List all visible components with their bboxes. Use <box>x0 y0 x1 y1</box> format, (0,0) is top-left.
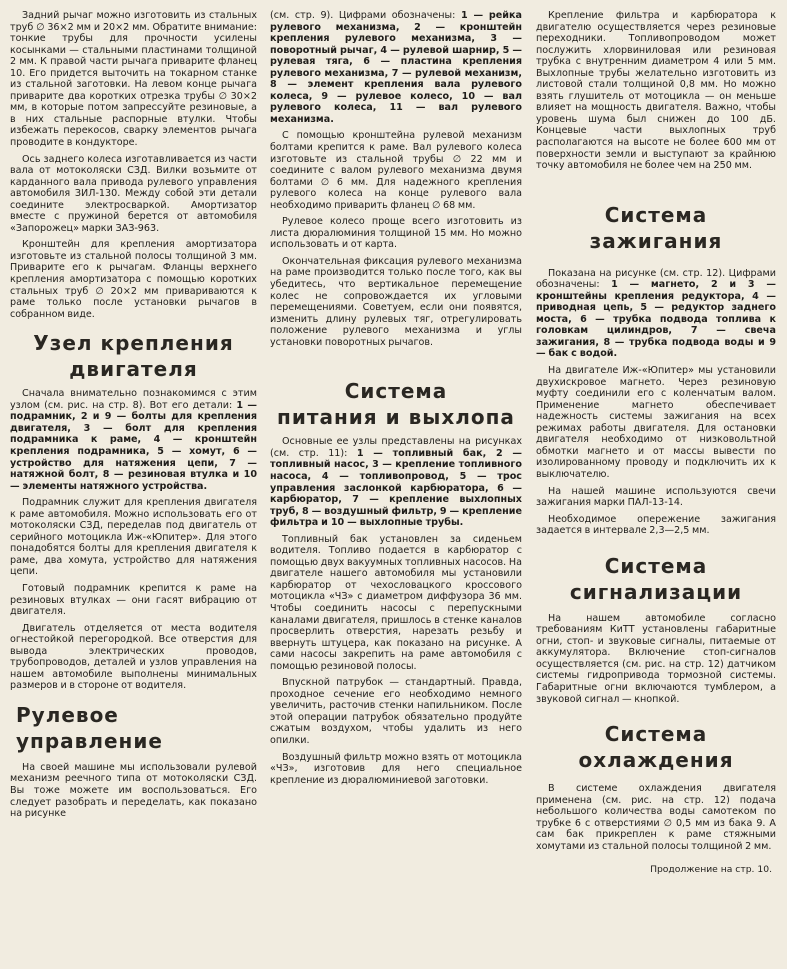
heading-signaling-line1: Система <box>604 553 708 578</box>
heading-steering: Рулевое управление <box>16 702 163 753</box>
column-2 <box>270 10 522 791</box>
heading-ignition: Система зажигания <box>589 202 723 253</box>
paragraph-text: (см. стр. 9). Цифрами обозначены: <box>270 10 461 21</box>
heading-fuel-line1: Система <box>344 379 448 404</box>
parts-list: 1 — магнето, 2 и 3 — кронштейны крепления редуктора, 4 — приводная цепь, 5 — редуктор заднего моста, 6 — трубка подвода топлива к головкам цилиндров, 7 — свеча зажигания, 8 — трубка подвода воды и 9 — бак с водой. <box>536 279 776 360</box>
paragraph <box>270 10 522 125</box>
paragraph: На двигателе Иж-«Юпитер» мы установили двухискровое магнето. Через резиновую муфту соединили его с коленчатым валом. Применение магнето обеспечивает надежность системы зажигания на всех режимах работы двигателя. Для остановки двигателя необходимо от низковольтной обмотки магнето и от массы вывести по изолированному проводу и подключить их к выключателю. <box>536 365 776 480</box>
heading-engine-mount-line2: двигателя <box>69 357 198 382</box>
column-1 <box>10 10 257 825</box>
paragraph: Крепление фильтра и карбюратора к двигателю осуществляется через резиновые переходники. Топливопроводом может послужить хлорвиниловая или резиновая трубка с внутренним диаметром 4 или 5 мм. Выхлопные трубы желательно изготовить из листовой стали толщиной 0,8 мм. Но можно взять глушитель от мотоцикла — он меньше влияет на мощность двигателя. Важно, чтобы уровень шума был снижен до 100 дБ. Концевые части выхлопных труб располагаются на высоте не более 600 мм от поверхности земли и выступают за крайнюю точку автомобиля не более чем на 250 мм. <box>536 10 776 172</box>
column-3 <box>536 10 776 875</box>
heading-engine-mount-line1: Узел крепления <box>33 331 234 356</box>
paragraph: Окончательная фиксация рулевого механизма на раме производится только после того, как вы убедитесь, что вертикальное перемещение колес не сопровождается их угловыми перемещениями. Советуем, если они появятся, изменить длину рулевых тяг, отрегулировать положение рулевого механизма и углы установки поворотных рычагов. <box>270 255 522 348</box>
paragraph <box>10 388 257 492</box>
paragraph: На нашем автомобиле согласно требованиям КиТТ установлены габаритные огни, стоп- и звуковые сигналы, питаемые от аккумулятора. Включение стоп-сигналов осуществляется (см. рис. на стр. 12) датчиком системы гидропривода тормозной системы. Габаритные огни включаются тумблером, а звуковой сигнал — кнопкой. <box>536 612 776 705</box>
heading-signaling-line2: сигнализации <box>569 579 743 604</box>
paragraph: Кронштейн для крепления амортизатора изготовьте из стальной полосы толщиной 3 мм. Приварите его к рычагам. Фланцы верхнего крепления амортизатора с помощью коротких стальных труб ∅ 20×2 мм привариваются к раме только после установки рычагов в собранном виде. <box>10 239 257 320</box>
paragraph: В системе охлаждения двигателя применена (см. рис. на стр. 12) подача небольшого количества воды самотеком по трубке 6 с отверстиями ∅ 0,5 мм из бака 9. А сам бак прикреплен к раме стяжными хомутами из стальной полосы толщиной 2 мм. <box>536 783 776 852</box>
paragraph: Рулевое колесо проще всего изготовить из листа дюралюминия толщиной 15 мм. Но можно использовать и от карта. <box>270 216 522 251</box>
paragraph-text: Сначала внимательно познакомимся с этим узлом (см. рис. на стр. 8). Вот его детали: <box>10 388 257 411</box>
paragraph: На нашей машине используются свечи зажигания марки ПАЛ-13-14. <box>536 485 776 509</box>
paragraph: Необходимое опережение зажигания задается в интервале 2,3—2,5 мм. <box>536 513 776 537</box>
paragraph: Двигатель отделяется от места водителя огнестойкой перегородкой. Все отверстия для вывода электрических проводов, трубопроводов, деталей и узлов управления на нашем автомобиле выполнены минимальных размеров и в стороне от водителя. <box>10 622 257 692</box>
paragraph: Воздушный фильтр можно взять от мотоцикла «ЧЗ», изготовив для него специальное крепление из дюралюминиевой заготовки. <box>270 751 522 786</box>
heading-cooling: Система охлаждения <box>578 722 734 773</box>
paragraph-text: Показана на рисунке (см. стр. 12). Цифрами обозначены: <box>536 267 776 291</box>
parts-list: 1 — подрамник, 2 и 9 — болты для крепления двигателя, 3 — болт для крепления подрамника к раме, 4 — кронштейн крепления подрамника, 5 — хомут, 6 — устройство для натяжения цепи, 7 — натяжной болт, 8 — резиновая втулка и 10 — элементы натяжного устройства. <box>10 399 257 492</box>
paragraph: Подрамник служит для крепления двигателя к раме автомобиля. Можно использовать его от мотоколяски СЗД, переделав под двигатель от серийного мотоцикла Иж-«Юпитер». Для этого понадобятся болты для крепления двигателя к раме, два хомута, устройство для натяжения цепи. <box>10 497 257 578</box>
paragraph: С помощью кронштейна рулевой механизм болтами крепится к раме. Вал рулевого колеса изготовьте из стальной трубы ∅ 22 мм и соедините с валом рулевого механизма двумя болтами ∅ 6 мм. Для надежного крепления рулевого колеса на конце рулевого вала необходимо приварить фланец ∅ 68 мм. <box>270 130 522 211</box>
continuation-note: Продолжение на стр. 10. <box>650 864 772 876</box>
parts-list: 1 — топливный бак, 2 — топливный насос, 3 — крепление топливного насоса, 4 — топливопровод, 5 — трос управления заслонкой карбюратора, 6 — карбюратор, 7 — крепление выхлопных труб, 8 — воздушный фильтр, 9 — крепление фильтра и 10 — выхлопные трубы. <box>270 447 522 529</box>
paragraph: Ось заднего колеса изготавливается из части вала от мотоколяски СЗД. Вилки возьмите от карданного вала привода рулевого управления автомобиля ЗИЛ-130. Между собой эти детали соедините электросваркой. Амортизатор вместе с пружиной берется от автомобиля «Запорожец» марки ЗАЗ-963. <box>10 153 257 234</box>
paragraph: Впускной патрубок — стандартный. Правда, проходное сечение его необходимо немного увеличить, расточив стенки напильником. После этой операции патрубок обязательно продуйте сжатым воздухом, чтобы удалить из него опилки. <box>270 677 522 746</box>
heading-fuel-line2: питания и выхлопа <box>277 405 515 430</box>
paragraph: Топливный бак установлен за сиденьем водителя. Топливо подается в карбюратор с помощью двух вакуумных топливных насосов. На двигателе нашего автомобиля мы установили карбюратор от чехословацкого кроссового мотоцикла «ЧЗ» с диаметром диффузора 36 мм. Чтобы соединить насосы с перепускными каналами двигателя, пришлось в стенке каналов просверлить отверстия, нарезать резьбу и ввернуть штуцера, как показано на рисунке. А сами насосы закрепить на раме автомобиля с помощью резиновой полосы. <box>270 533 522 672</box>
parts-list: 1 — рейка рулевого механизма, 2 — кронштейн крепления рулевого механизма, 3 — поворотный рычаг, 4 — рулевой шарнир, 5 — рулевая тяга, 6 — пластина крепления рулевого механизма, 7 — рулевой механизм, 8 — элемент крепления вала рулевого колеса, 9 — рулевое колесо, 10 — вал рулевого колеса, 11 — вал рулевого механизма. <box>270 10 523 125</box>
paragraph-text: Основные ее узлы представлены на рисунках (см. стр. 11): <box>270 436 522 459</box>
paragraph <box>536 268 776 360</box>
paragraph: Задний рычаг можно изготовить из стальных труб ∅ 36×2 мм и 20×2 мм. Обратите внимание: тонкие трубы для прочности усилены косынками — стальными пластинами толщиной 2 мм. К правой части рычага приварите фланец 10. Его придется выточить на токарном станке из стальной заготовки. На левом конце рычага приварите два коротких отрезка трубы ∅ 30×2 мм, в которые потом запрессуйте резиновые, а в них стальные распорные втулки. Чтобы избежать перекосов, сварку элементов рычага проводите в кондукторе. <box>10 10 257 149</box>
paragraph: Готовый подрамник крепится к раме на резиновых втулках — они гасят вибрацию от двигателя. <box>10 582 257 618</box>
paragraph: На своей машине мы использовали рулевой механизм реечного типа от мотоколяски СЗД. Вы тоже можете им воспользоваться. Его следует разобрать и переделать, как показано на рисунке <box>10 761 257 820</box>
paragraph <box>270 436 522 528</box>
